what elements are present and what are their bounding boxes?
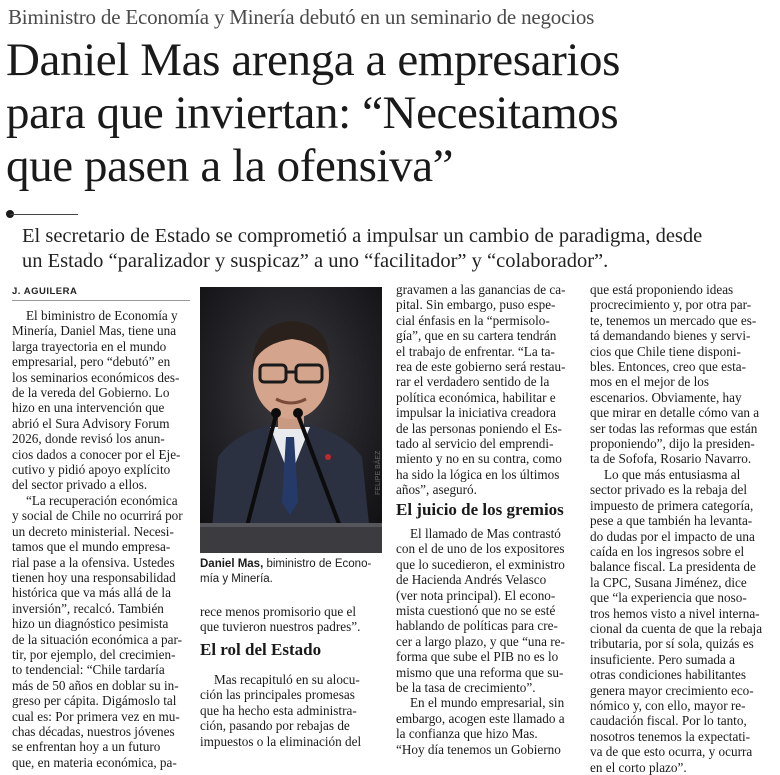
text-line: pital. Sin embargo, puso espe-: [396, 297, 556, 313]
text-line: tá demandando bienes y servi-: [590, 328, 751, 344]
text-line: bles. Entonces, creo que esta-: [590, 359, 746, 375]
photo-caption: [200, 557, 382, 587]
text-line: “La recuperación económica: [26, 492, 178, 508]
deck-line: El secretario de Estado se comprometió a impulsar un cambio de paradigma, desde: [22, 225, 703, 247]
text-line: do dudas por el impacto de una: [590, 528, 755, 544]
text-line: ción las principales promesas: [200, 687, 355, 703]
text-line: que está proponiendo ideas: [590, 282, 734, 297]
deck-line: un Estado “paralizador y suspicaz” a uno “facilitador” y “colaborador”.: [22, 250, 609, 272]
text-line: que ha hecho esta administra-: [200, 702, 357, 718]
text-line: impulsar la iniciativa creadora: [396, 405, 557, 421]
text-line: gravamen a las ganancias de ca-: [396, 282, 566, 297]
text-line: en el corto plazo”.: [590, 759, 687, 775]
text-line: rial pase a la ofensiva. Ustedes: [12, 554, 175, 570]
text-line: mista cuestionó que no se esté: [396, 603, 556, 619]
text-line: escenarios. Obviamente, hay: [590, 389, 742, 405]
headline: [6, 34, 776, 193]
headline-line: que pasen a la ofensiva”: [6, 140, 454, 192]
headline-line: Daniel Mas arenga a empresarios: [6, 34, 620, 86]
text-line: ción, pasando por rebajas de: [200, 718, 350, 734]
text-line: tros hemos visto a nivel interna-: [590, 605, 760, 621]
text-line: mos en el mejor de los: [590, 374, 710, 390]
text-line: histórica que va más allá de la: [12, 585, 171, 601]
text-line: nosotros tenemos la expectati-: [590, 728, 751, 744]
text-line: de la vereda del Gobierno. Lo: [12, 385, 170, 401]
text-line: 2026, donde revisó los anun-: [12, 431, 165, 447]
text-line: política económica, habilitar e: [396, 389, 556, 405]
headline-line: para que inviertan: “Necesitamos: [6, 87, 619, 139]
text-line: con el de uno de los expositores: [396, 541, 565, 557]
text-line: años”, aseguró.: [396, 482, 477, 498]
text-line: de Hacienda Andrés Velasco: [396, 572, 547, 588]
text-line: los seminarios económicos des-: [12, 369, 180, 385]
text-line: ser todas las reformas que están: [590, 420, 758, 436]
text-line: impuesto de primera categoría,: [590, 497, 754, 513]
text-line: te, tenemos un mercado que es-: [590, 312, 757, 328]
text-line: que lo sucedieron, el exministro: [396, 556, 565, 572]
text-line: gía”, que en su cartera tendrán: [396, 328, 557, 344]
text-line: El biministro de Economía y: [26, 308, 178, 323]
text-line: larga trayectoria en el mundo: [12, 338, 167, 354]
text-line: Mas recapituló en su alocu-: [214, 672, 360, 687]
text-line: que tuvieron nuestros padres”.: [200, 619, 361, 635]
text-line: que “la experiencia que noso-: [590, 590, 747, 606]
text-line: El llamado de Mas contrastó: [410, 526, 561, 541]
kicker: Biministro de Economía y Minería debutó en un seminario de negocios: [8, 5, 595, 29]
text-line: Minería, Daniel Mas, tiene una: [12, 323, 177, 339]
subhead-rol-del-estado: El rol del Estado: [200, 640, 322, 659]
text-line: sector privado es la rebaja del: [590, 482, 748, 498]
text-line: cial énfasis en la “permisolo-: [396, 312, 550, 328]
text-line: la CPC, Susana Jiménez, dice: [590, 574, 747, 590]
text-line: tamos que el mundo empresa-: [12, 539, 171, 555]
author-byline: J. AGUILERA: [12, 286, 78, 297]
portrait-photo: [200, 287, 382, 553]
caption-name: Daniel Mas,: [200, 558, 264, 570]
text-line: to tendencial: “Chile tardaría: [12, 662, 165, 678]
text-line: que mirar en detalle cómo van a: [590, 405, 760, 421]
text-line: se enfrentan hoy a un futuro: [12, 739, 161, 755]
text-line: ta de Sofofa, Rosario Navarro.: [590, 451, 752, 467]
text-line: y social de Chile no ocurrirá por: [12, 508, 183, 524]
article-column-2-bottom: [200, 672, 382, 749]
photo-credit: FELIPE BÁEZ: [375, 450, 382, 495]
text-line: balance fiscal. La presidenta de: [590, 559, 756, 575]
text-line: be la tasa de crecimiento”.: [396, 680, 536, 696]
text-line: En el mundo empresarial, sin: [410, 695, 565, 711]
text-line: caída en los ingresos sobre el: [590, 543, 745, 559]
text-line: impuestos o la eliminación del: [200, 733, 362, 749]
text-line: proponiendo”, dijo la presiden-: [590, 436, 755, 452]
caption-text: biministro de Econo-: [263, 558, 372, 570]
text-line: un decreto ministerial. Necesi-: [12, 523, 174, 539]
text-line: hizo un diagnóstico pesimista: [12, 616, 169, 632]
text-line: “Hoy día tenemos un Gobierno: [396, 741, 561, 757]
text-line: de las personas poniendo el Es-: [396, 420, 562, 436]
text-line: procrecimiento y, por otra par-: [590, 297, 752, 313]
article-column-2-top: [200, 604, 382, 635]
text-line: cutivo y pidió apoyo explícito: [12, 462, 171, 478]
text-line: hablando de políticas para cre-: [396, 618, 558, 634]
text-line: otras condiciones habilitantes: [590, 667, 747, 683]
text-line: cual es: Por primera vez en mu-: [12, 708, 180, 724]
byline-divider: [12, 300, 190, 301]
text-line: tributaria, por sí sola, quizás es: [590, 636, 754, 652]
text-line: genera mayor crecimiento eco-: [590, 682, 754, 698]
text-line: cios que Chile tiene disponi-: [590, 343, 741, 359]
divider: [10, 214, 78, 215]
article-column-3-bottom: [396, 526, 578, 757]
text-line: greso per cápita. Digámoslo tal: [12, 693, 177, 709]
deck: [22, 224, 777, 274]
text-line: el trabajo de enfrentar. “La ta-: [396, 343, 555, 359]
text-line: embargo, acogen este llamado a: [396, 710, 565, 726]
text-line: del sector privado a ellos.: [12, 477, 148, 493]
text-line: Lo que más entusiasma al: [604, 466, 741, 482]
text-line: insuficiente. Pero sumada a: [590, 651, 736, 667]
article-column-1: [12, 308, 192, 770]
text-line: cional da cuenta de que la rebaja: [590, 620, 763, 636]
text-line: forma que sube el PIB no es lo: [396, 649, 559, 665]
text-line: rea de este gobierno será restau-: [396, 359, 566, 375]
text-line: empresarial, pero “debutó” en: [12, 354, 171, 370]
text-line: que, en materia económica, pa-: [12, 754, 177, 770]
article-column-3: [396, 282, 578, 498]
text-line: inversión”, recalcó. También: [12, 600, 164, 616]
caption-text: mía y Minería.: [200, 573, 273, 585]
text-line: tienen hoy una responsabilidad: [12, 569, 176, 585]
text-line: rar el verdadero sentido de la: [396, 374, 550, 390]
subhead-juicio-gremios: El juicio de los gremios: [396, 500, 564, 519]
text-line: tado al servicio del emprendi-: [396, 436, 554, 452]
portrait-illustration: [200, 287, 382, 553]
text-line: pese a que también ha levanta-: [590, 513, 753, 529]
text-line: abrió el Sura Advisory Forum: [12, 415, 170, 431]
text-line: chas décadas, nuestros jóvenes: [12, 723, 175, 739]
text-line: tir, por ejemplo, del crecimien-: [12, 646, 176, 662]
text-line: cios dados a conocer por el Eje-: [12, 446, 181, 462]
text-line: rece menos promisorio que el: [200, 604, 357, 619]
text-line: (ver nota principal). El econo-: [396, 587, 556, 603]
text-line: va de que esto ocurra, y ocurra: [590, 744, 753, 760]
text-line: ha sido la lógica en los últimos: [396, 466, 560, 482]
article-column-4: [590, 282, 776, 775]
text-line: hizo en una intervención que: [12, 400, 165, 416]
text-line: de la situación económica a par-: [12, 631, 182, 647]
text-line: caudación fiscal. Por lo tanto,: [590, 713, 747, 729]
text-line: la confianza que hizo Mas.: [396, 726, 538, 742]
text-line: mismo que una reforma que su-: [396, 664, 564, 680]
text-line: cer a largo plazo, y que “una re-: [396, 633, 565, 649]
text-line: más de 50 años en doblar su in-: [12, 677, 179, 693]
text-line: nómico y, con ello, mayor re-: [590, 697, 746, 713]
text-line: miento y no en su contra, como: [396, 451, 562, 467]
